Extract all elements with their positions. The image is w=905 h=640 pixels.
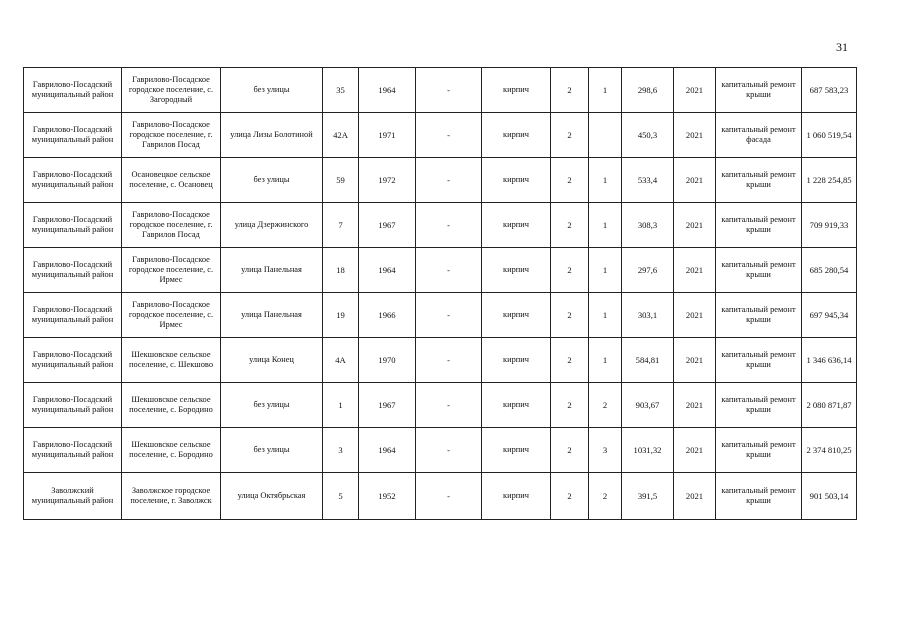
area-cell: 533,4 — [622, 158, 674, 203]
cost-cell: 709 919,33 — [802, 203, 857, 248]
dash-cell: - — [416, 473, 482, 520]
street-cell: улица Дзержинского — [221, 203, 323, 248]
cost-cell: 1 346 636,14 — [802, 338, 857, 383]
area-cell: 1031,32 — [622, 428, 674, 473]
street-cell: без улицы — [221, 158, 323, 203]
dash-cell: - — [416, 158, 482, 203]
entrances-cell: 3 — [589, 428, 622, 473]
wall-material-cell: кирпич — [482, 383, 551, 428]
table-row — [24, 248, 857, 293]
commission-year-cell: 1966 — [359, 293, 416, 338]
district-cell: Гаврилово-Посадский муниципальный район — [24, 203, 122, 248]
street-cell: без улицы — [221, 68, 323, 113]
floors-cell: 2 — [551, 338, 589, 383]
settlement-cell: Заволжское городское поселение, г. Заволжск — [122, 473, 221, 520]
house-number-cell: 5 — [323, 473, 359, 520]
wall-material-cell: кирпич — [482, 293, 551, 338]
table-row — [24, 473, 857, 520]
settlement-cell: Гаврилово-Посадское городское поселение, г. Гаврилов Посад — [122, 203, 221, 248]
work-type-cell: капитальный ремонт крыши — [716, 293, 802, 338]
cost-cell: 2 080 871,87 — [802, 383, 857, 428]
district-cell: Гаврилово-Посадский муниципальный район — [24, 383, 122, 428]
plan-year-cell: 2021 — [674, 473, 716, 520]
cost-cell: 697 945,34 — [802, 293, 857, 338]
plan-year-cell: 2021 — [674, 203, 716, 248]
entrances-cell: 2 — [589, 473, 622, 520]
floors-cell: 2 — [551, 158, 589, 203]
street-cell: без улицы — [221, 383, 323, 428]
commission-year-cell: 1964 — [359, 428, 416, 473]
dash-cell: - — [416, 338, 482, 383]
district-cell: Гаврилово-Посадский муниципальный район — [24, 68, 122, 113]
commission-year-cell: 1952 — [359, 473, 416, 520]
street-cell: без улицы — [221, 428, 323, 473]
cost-cell: 2 374 810,25 — [802, 428, 857, 473]
cost-cell: 685 280,54 — [802, 248, 857, 293]
wall-material-cell: кирпич — [482, 473, 551, 520]
entrances-cell: 1 — [589, 293, 622, 338]
page-number: 31 — [836, 40, 848, 54]
house-number-cell: 35 — [323, 68, 359, 113]
dash-cell: - — [416, 248, 482, 293]
work-type-cell: капитальный ремонт крыши — [716, 338, 802, 383]
area-cell: 308,3 — [622, 203, 674, 248]
wall-material-cell: кирпич — [482, 113, 551, 158]
work-type-cell: капитальный ремонт крыши — [716, 68, 802, 113]
work-type-cell: капитальный ремонт крыши — [716, 428, 802, 473]
floors-cell: 2 — [551, 203, 589, 248]
street-cell: улица Панельная — [221, 248, 323, 293]
house-number-cell: 59 — [323, 158, 359, 203]
work-type-cell: капитальный ремонт крыши — [716, 473, 802, 520]
house-number-cell: 42А — [323, 113, 359, 158]
work-type-cell: капитальный ремонт крыши — [716, 248, 802, 293]
dash-cell: - — [416, 68, 482, 113]
cost-cell: 687 583,23 — [802, 68, 857, 113]
dash-cell: - — [416, 383, 482, 428]
settlement-cell: Шекшовское сельское поселение, с. Бородино — [122, 428, 221, 473]
table-row — [24, 203, 857, 248]
floors-cell: 2 — [551, 248, 589, 293]
housing-repair-table — [23, 67, 857, 520]
cost-cell: 1 228 254,85 — [802, 158, 857, 203]
commission-year-cell: 1964 — [359, 248, 416, 293]
plan-year-cell: 2021 — [674, 428, 716, 473]
district-cell: Гаврилово-Посадский муниципальный район — [24, 428, 122, 473]
district-cell: Гаврилово-Посадский муниципальный район — [24, 248, 122, 293]
work-type-cell: капитальный ремонт крыши — [716, 203, 802, 248]
entrances-cell — [589, 113, 622, 158]
district-cell: Гаврилово-Посадский муниципальный район — [24, 293, 122, 338]
house-number-cell: 7 — [323, 203, 359, 248]
table-row — [24, 338, 857, 383]
table-row — [24, 383, 857, 428]
settlement-cell: Гаврилово-Посадское городское поселение, с. Загородный — [122, 68, 221, 113]
table-row — [24, 428, 857, 473]
wall-material-cell: кирпич — [482, 338, 551, 383]
floors-cell: 2 — [551, 68, 589, 113]
settlement-cell: Шекшовское сельское поселение, с. Шекшово — [122, 338, 221, 383]
street-cell: улица Лизы Болотиной — [221, 113, 323, 158]
settlement-cell: Шекшовское сельское поселение, с. Бородино — [122, 383, 221, 428]
district-cell: Гаврилово-Посадский муниципальный район — [24, 338, 122, 383]
district-cell: Гаврилово-Посадский муниципальный район — [24, 113, 122, 158]
district-cell: Заволжский муниципальный район — [24, 473, 122, 520]
entrances-cell: 2 — [589, 383, 622, 428]
plan-year-cell: 2021 — [674, 113, 716, 158]
plan-year-cell: 2021 — [674, 158, 716, 203]
floors-cell: 2 — [551, 113, 589, 158]
area-cell: 297,6 — [622, 248, 674, 293]
street-cell: улица Октябрьская — [221, 473, 323, 520]
wall-material-cell: кирпич — [482, 68, 551, 113]
plan-year-cell: 2021 — [674, 293, 716, 338]
commission-year-cell: 1967 — [359, 203, 416, 248]
wall-material-cell: кирпич — [482, 248, 551, 293]
floors-cell: 2 — [551, 383, 589, 428]
table-row — [24, 68, 857, 113]
commission-year-cell: 1964 — [359, 68, 416, 113]
settlement-cell: Гаврилово-Посадское городское поселение, с. Ирмес — [122, 293, 221, 338]
table-row — [24, 113, 857, 158]
district-cell: Гаврилово-Посадский муниципальный район — [24, 158, 122, 203]
commission-year-cell: 1970 — [359, 338, 416, 383]
area-cell: 303,1 — [622, 293, 674, 338]
street-cell: улица Конец — [221, 338, 323, 383]
entrances-cell: 1 — [589, 158, 622, 203]
street-cell: улица Панельная — [221, 293, 323, 338]
floors-cell: 2 — [551, 428, 589, 473]
house-number-cell: 3 — [323, 428, 359, 473]
work-type-cell: капитальный ремонт крыши — [716, 158, 802, 203]
entrances-cell: 1 — [589, 338, 622, 383]
dash-cell: - — [416, 113, 482, 158]
floors-cell: 2 — [551, 293, 589, 338]
dash-cell: - — [416, 293, 482, 338]
area-cell: 903,67 — [622, 383, 674, 428]
table-row — [24, 293, 857, 338]
dash-cell: - — [416, 428, 482, 473]
settlement-cell: Гаврилово-Посадское городское поселение, с. Ирмес — [122, 248, 221, 293]
plan-year-cell: 2021 — [674, 248, 716, 293]
plan-year-cell: 2021 — [674, 383, 716, 428]
table-row — [24, 158, 857, 203]
entrances-cell: 1 — [589, 248, 622, 293]
wall-material-cell: кирпич — [482, 428, 551, 473]
table-body — [24, 68, 857, 520]
work-type-cell: капитальный ремонт крыши — [716, 383, 802, 428]
floors-cell: 2 — [551, 473, 589, 520]
dash-cell: - — [416, 203, 482, 248]
entrances-cell: 1 — [589, 203, 622, 248]
house-number-cell: 4А — [323, 338, 359, 383]
house-number-cell: 18 — [323, 248, 359, 293]
cost-cell: 1 060 519,54 — [802, 113, 857, 158]
commission-year-cell: 1971 — [359, 113, 416, 158]
house-number-cell: 1 — [323, 383, 359, 428]
wall-material-cell: кирпич — [482, 158, 551, 203]
plan-year-cell: 2021 — [674, 68, 716, 113]
area-cell: 450,3 — [622, 113, 674, 158]
entrances-cell: 1 — [589, 68, 622, 113]
wall-material-cell: кирпич — [482, 203, 551, 248]
area-cell: 391,5 — [622, 473, 674, 520]
commission-year-cell: 1967 — [359, 383, 416, 428]
area-cell: 298,6 — [622, 68, 674, 113]
area-cell: 584,81 — [622, 338, 674, 383]
commission-year-cell: 1972 — [359, 158, 416, 203]
work-type-cell: капитальный ремонт фасада — [716, 113, 802, 158]
settlement-cell: Гаврилово-Посадское городское поселение, г. Гаврилов Посад — [122, 113, 221, 158]
settlement-cell: Осановецкое сельское поселение, с. Осановец — [122, 158, 221, 203]
plan-year-cell: 2021 — [674, 338, 716, 383]
cost-cell: 901 503,14 — [802, 473, 857, 520]
house-number-cell: 19 — [323, 293, 359, 338]
